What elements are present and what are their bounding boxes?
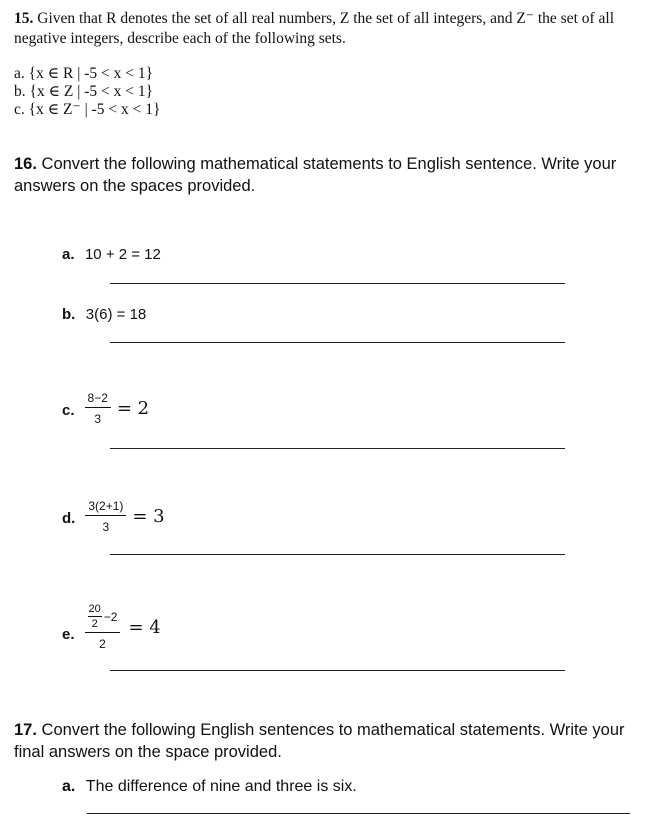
question-16-item-b — [62, 306, 146, 324]
item-label: a. — [62, 778, 76, 795]
question-16-number: 16. — [14, 155, 37, 173]
compound-fraction — [85, 603, 121, 651]
answer-line-16d[interactable] — [110, 554, 565, 555]
question-15-option-a — [14, 65, 160, 83]
option-expression: {x ∈ Z | -5 < x < 1} — [29, 83, 154, 100]
fraction-numerator: 3(2+1) — [85, 499, 126, 516]
fraction-denominator: 2 — [99, 637, 106, 651]
numerator-rest: −2 — [103, 609, 118, 624]
question-16-item-d — [62, 499, 165, 534]
item-expression: 3(6) = 18 — [85, 306, 147, 323]
question-15-options — [14, 65, 160, 119]
item-label: e. — [62, 625, 75, 643]
answer-line-16b[interactable] — [110, 342, 565, 343]
item-label: d. — [62, 510, 76, 527]
answer-line-17a[interactable] — [87, 813, 630, 814]
fraction-numerator — [85, 603, 121, 633]
fraction — [85, 499, 126, 534]
item-text: The difference of nine and three is six. — [85, 778, 357, 795]
equation-rhs: = 2 — [116, 398, 150, 419]
option-label: b. — [14, 83, 26, 100]
item-label: c. — [62, 402, 75, 419]
fraction — [85, 391, 111, 426]
question-15-number: 15. — [14, 10, 34, 27]
answer-line-16a[interactable] — [110, 283, 565, 284]
question-15-option-b — [14, 83, 160, 101]
option-expression: {x ∈ Z⁻ | -5 < x < 1} — [28, 101, 161, 118]
question-17-item-a — [62, 778, 357, 796]
option-label: a. — [14, 65, 25, 82]
option-label: c. — [14, 101, 25, 118]
equation-rhs: = 4 — [128, 616, 161, 638]
answer-line-16e[interactable] — [110, 670, 565, 671]
question-17-text: Convert the following English sentences to mathematical statements. Write your final answers on the space provided. — [14, 721, 625, 761]
fraction-denominator: 3 — [102, 520, 110, 534]
item-expression: 10 + 2 = 12 — [84, 246, 161, 263]
question-16-text: Convert the following mathematical statements to English sentence. Write your answers on the spaces provided. — [14, 155, 617, 195]
item-label: a. — [62, 246, 75, 263]
fraction-denominator: 3 — [94, 412, 102, 426]
question-15 — [14, 9, 654, 49]
question-17-number: 17. — [14, 721, 37, 739]
equation-rhs: = 3 — [132, 506, 165, 527]
question-15-text: Given that R denotes the set of all real numbers, Z the set of all integers, and Z⁻ the set of all negative integers, describe each of the following sets. — [14, 10, 615, 47]
answer-line-16c[interactable] — [110, 448, 565, 449]
option-expression: {x ∈ R | -5 < x < 1} — [28, 65, 154, 82]
question-16-item-a — [62, 246, 161, 264]
question-16-item-c — [62, 391, 149, 426]
question-16-item-e — [62, 603, 161, 651]
inner-denominator: 2 — [91, 618, 98, 630]
question-16 — [14, 153, 644, 197]
inner-fraction — [88, 603, 102, 630]
fraction-numerator: 8−2 — [85, 391, 111, 408]
item-label: b. — [62, 306, 76, 323]
inner-numerator: 20 — [88, 603, 101, 615]
question-17 — [14, 719, 644, 763]
question-15-option-c — [14, 101, 160, 119]
